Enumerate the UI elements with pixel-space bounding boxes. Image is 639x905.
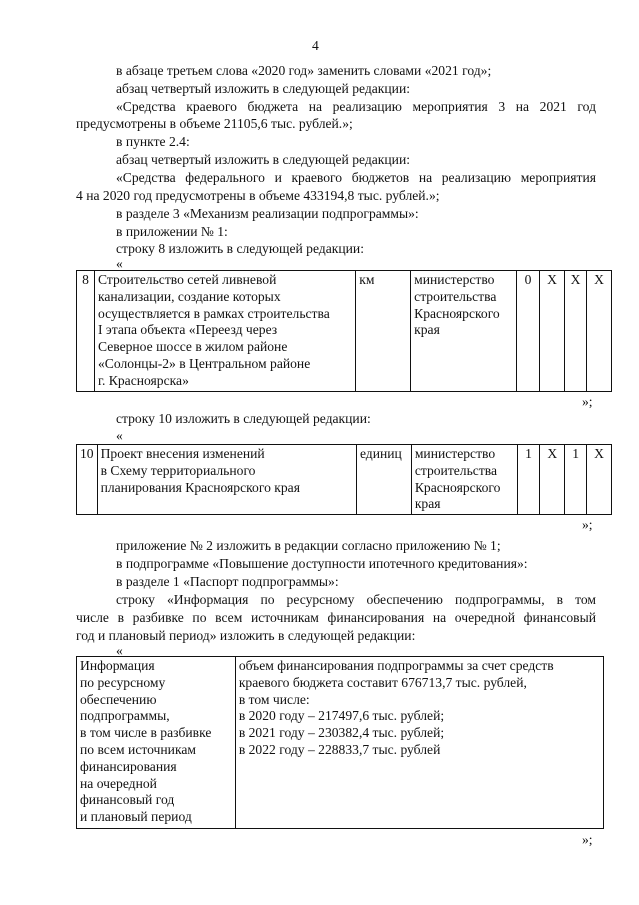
row-value: X bbox=[540, 445, 565, 515]
paragraph-line: абзац четвертый изложить в следующей редакции: bbox=[116, 81, 411, 96]
closing-quote: »; bbox=[582, 517, 593, 532]
paragraph-line: строку 10 изложить в следующей редакции: bbox=[116, 411, 371, 426]
info-label-cell: Информация по ресурсному обеспечению подпрограммы, в том числе в разбивке по всем источникам финансирования на очередной финансовый год и плановый период bbox=[77, 657, 236, 829]
closing-quote: »; bbox=[582, 832, 593, 847]
info-table bbox=[76, 656, 604, 829]
table-row-8 bbox=[76, 270, 612, 392]
paragraph-line: строку «Информация по ресурсному обеспечению подпрограммы, в том bbox=[116, 592, 596, 607]
paragraph-line: приложение № 2 изложить в редакции согласно приложению № 1; bbox=[116, 538, 501, 553]
row-ministry: министерство строительства Красноярского края bbox=[411, 445, 517, 515]
paragraph-line: абзац четвертый изложить в следующей редакции: bbox=[116, 152, 411, 167]
paragraph-line: в разделе 1 «Паспорт подпрограммы»: bbox=[116, 574, 339, 589]
row-value: X bbox=[587, 445, 612, 515]
row-number: 10 bbox=[77, 445, 98, 515]
paragraph-line: в абзаце третьем слова «2020 год» заменить словами «2021 год»; bbox=[116, 63, 492, 78]
row-name: Строительство сетей ливневой канализации, создание которых осуществляется в рамках строительства I этапа объекта «Переезд через Северное шоссе в жилом районе «Солонцы-2» в Центральном районе г. Красноярска» bbox=[94, 271, 355, 392]
row-name: Проект внесения изменений в Схему территориального планирования Красноярского края bbox=[97, 445, 356, 515]
paragraph-line: в пункте 2.4: bbox=[116, 134, 190, 149]
page-number: 4 bbox=[312, 38, 319, 53]
closing-quote: »; bbox=[582, 394, 593, 409]
row-number: 8 bbox=[77, 271, 95, 392]
table-row-10 bbox=[76, 444, 612, 515]
opening-quote: « bbox=[116, 256, 123, 271]
paragraph-line: год и плановый период» изложить в следующей редакции: bbox=[76, 628, 416, 643]
row-value: X bbox=[586, 271, 611, 392]
row-ministry: министерство строительства Красноярского края bbox=[411, 271, 517, 392]
paragraph-line: «Средства федерального и краевого бюджетов на реализацию мероприятия bbox=[116, 170, 596, 185]
paragraph-line: числе в разбивке по всем источникам финансирования на очередной финансовый bbox=[76, 610, 596, 625]
opening-quote: « bbox=[116, 428, 123, 443]
row-value: 1 bbox=[517, 445, 540, 515]
row-value: X bbox=[565, 271, 587, 392]
paragraph-line: «Средства краевого бюджета на реализацию мероприятия 3 на 2021 год bbox=[116, 99, 596, 114]
paragraph-line: в разделе 3 «Механизм реализации подпрограммы»: bbox=[116, 206, 419, 221]
paragraph-line: предусмотрены в объеме 21105,6 тыс. рублей.»; bbox=[76, 116, 353, 131]
paragraph-line: в подпрограмме «Повышение доступности ипотечного кредитования»: bbox=[116, 556, 528, 571]
row-value: 1 bbox=[565, 445, 587, 515]
paragraph-line: 4 на 2020 год предусмотрены в объеме 433194,8 тыс. рублей.»; bbox=[76, 188, 440, 203]
row-unit: км bbox=[356, 271, 411, 392]
info-value-cell: объем финансирования подпрограммы за счет средств краевого бюджета составит 676713,7 тыс. рублей, в том числе: в 2020 году – 217497,6 тыс. рублей; в 2021 году – 230382,4 тыс. рублей; в 2022 году – 228833,7 тыс. рублей bbox=[235, 657, 603, 829]
paragraph-line: строку 8 изложить в следующей редакции: bbox=[116, 241, 364, 256]
row-value: X bbox=[540, 271, 565, 392]
opening-quote: « bbox=[116, 643, 123, 658]
paragraph-line: в приложении № 1: bbox=[116, 224, 228, 239]
row-value: 0 bbox=[517, 271, 540, 392]
row-unit: единиц bbox=[356, 445, 411, 515]
